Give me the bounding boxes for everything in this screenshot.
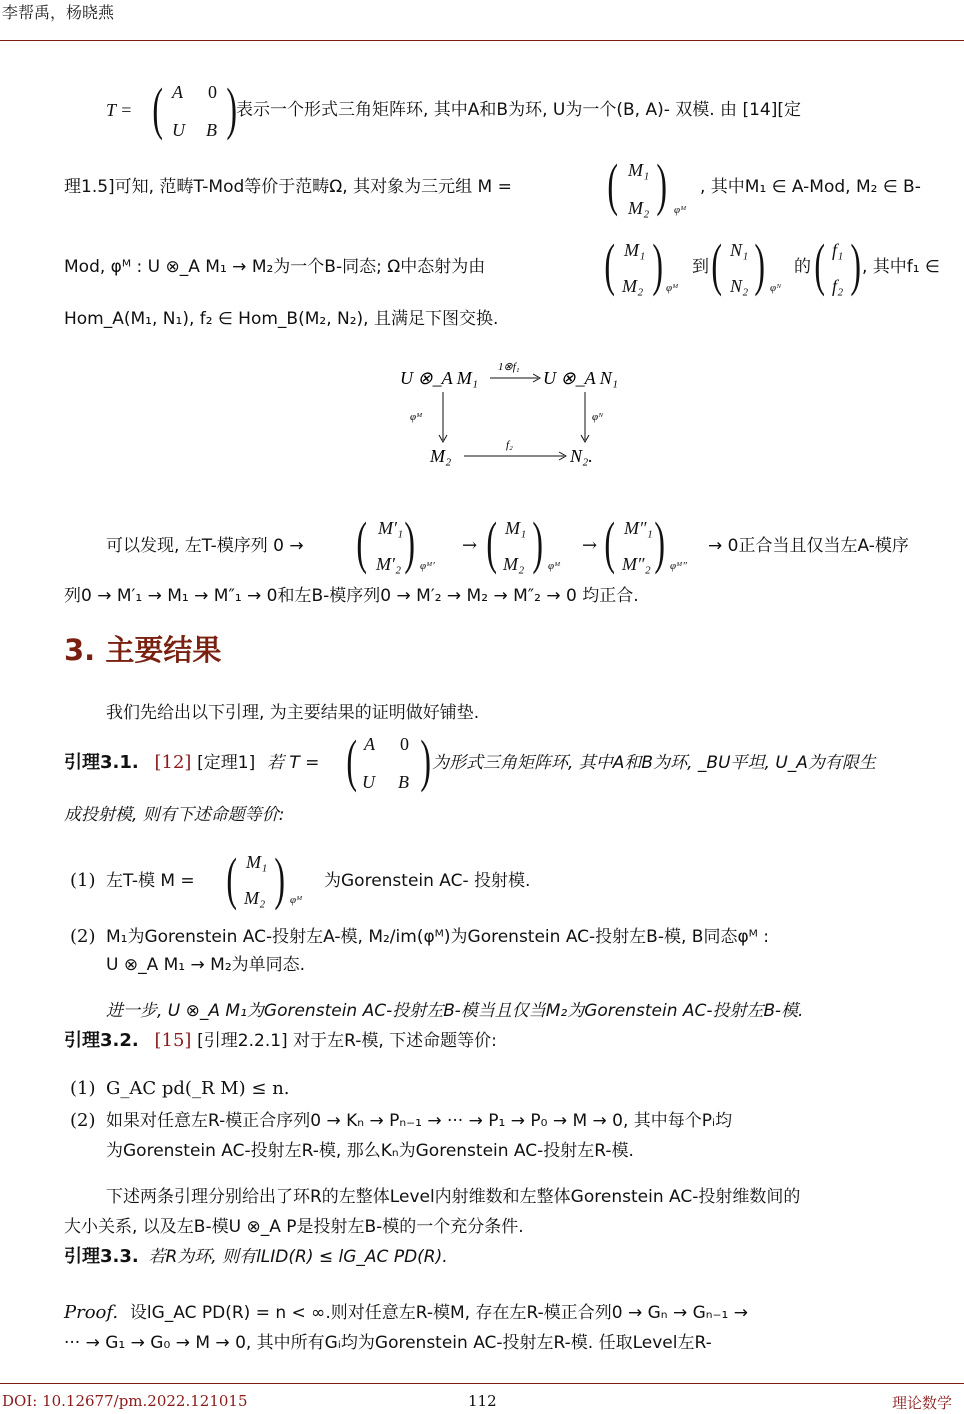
footer-page-number: 112 — [468, 1392, 497, 1410]
p3-text-c: 的 — [794, 257, 811, 277]
diagram-right-label: φᴺ — [592, 411, 604, 423]
commutative-diagram — [380, 356, 660, 476]
p1-lhs: T = — [106, 100, 133, 120]
lemma31-label: 引理3.1. — [64, 752, 139, 773]
lemma32-label: 引理3.2. — [64, 1030, 139, 1051]
p3-text-b: 到 — [692, 257, 709, 277]
diagram-top-left: U ⊗_A M₁ — [400, 368, 479, 388]
lemma31-item2-num: (2) — [70, 926, 96, 947]
lemma33-text: 若R为环, 则有lLID(R) ≤ lG_AC PD(R). — [148, 1247, 448, 1267]
p2-text-b: , 其中M₁ ∈ A-Mod, M₂ ∈ B- — [700, 177, 921, 197]
proof-label: Proof. — [64, 1302, 119, 1323]
lemma32-item1: G_AC pd(_R M) ≤ n. — [106, 1078, 290, 1099]
lemma31-item1-a: 左T-模 M = — [106, 871, 195, 891]
proof-line-1 — [64, 1302, 748, 1324]
p6-text: 列0 → M′₁ → M₁ → M″₁ → 0和左B-模序列0 → M′₂ → M₂ → M″₂ → 0 均正合. — [64, 586, 639, 606]
lemma31-item2-b: U ⊗_A M₁ → M₂为单同态. — [106, 955, 306, 975]
lemma31-cite[interactable]: [12] — [154, 752, 192, 773]
p10-text: 大小关系, 以及左B-模U ⊗_A P是投射左B-模的一个充分条件. — [64, 1217, 524, 1237]
lemma32-item2-a: 如果对任意左R-模正合序列0 → Kₙ → Pₙ₋₁ → ··· → P₁ → P₀ → M → 0, 其中每个Pᵢ均 — [106, 1111, 733, 1131]
lemma31-item2-a: M₁为Gorenstein AC-投射左A-模, M₂/im(φᴹ)为Gorenstein AC-投射左B-模, B同态φᴹ : — [106, 927, 770, 947]
lemma32-head — [64, 1030, 497, 1052]
footer-journal: 理论数学 — [892, 1394, 953, 1412]
diagram-top-arrow-label: 1⊗f₁ — [498, 361, 520, 373]
header-rule — [0, 40, 964, 41]
section-heading — [64, 628, 221, 669]
lemma31-text-a: 若 T = — [266, 753, 320, 773]
section-number: 3. — [64, 633, 96, 667]
lemma33-head — [64, 1246, 448, 1268]
p5-text-d: → 0正合当且仅当左A-模序 — [708, 536, 909, 556]
proof-line-2: ··· → G₁ → G₀ → M → 0, 其中所有Gᵢ均为Gorenstein AC-投射左R-模. 任取Level左R- — [64, 1333, 712, 1353]
p7-text: 我们先给出以下引理, 为主要结果的证明做好铺垫. — [106, 703, 480, 723]
diagram-bottom-right: N₂. — [570, 446, 593, 466]
footer-doi[interactable]: DOI: 10.12677/pm.2022.121015 — [2, 1392, 248, 1410]
lemma32-item1-num: (1) — [70, 1078, 96, 1099]
p1-text: 表示一个形式三角矩阵环, 其中A和B为环, U为一个(B, A)- 双模. 由 [14][定 — [236, 100, 801, 120]
running-header-authors: 李帮禹，杨晓燕 — [2, 3, 115, 22]
p3-text-a: Mod, φᴹ : U ⊗_A M₁ → M₂为一个B-同态; Ω中态射为由 — [64, 257, 486, 277]
lemma32-cite[interactable]: [15] — [154, 1030, 192, 1051]
p5-arrow-1: → — [462, 535, 478, 556]
lemma33-label: 引理3.3. — [64, 1246, 139, 1267]
p2-text-a: 理1.5]可知, 范畴T-Mod等价于范畴Ω, 其对象为三元组 M = — [64, 177, 512, 197]
lemma31-text-c: 成投射模, 则有下述命题等价: — [64, 805, 285, 825]
p3-text-d: , 其中f₁ ∈ — [862, 257, 940, 277]
diagram-top-right: U ⊗_A N₁ — [543, 368, 619, 388]
lemma31-cite-text: [定理1] — [197, 753, 256, 773]
diagram-bottom-left: M₂ — [430, 446, 452, 466]
p9-text: 下述两条引理分别给出了环R的左整体Level内射维数和左整体Gorenstein AC-投射维数间的 — [106, 1187, 801, 1207]
lemma32-item2-b: 为Gorenstein AC-投射左R-模, 那么Kₙ为Gorenstein AC-投射左R-模. — [106, 1141, 634, 1161]
p8-text: 进一步, U ⊗_A M₁为Gorenstein AC-投射左B-模当且仅当M₂为Gorenstein AC-投射左B-模. — [106, 1001, 804, 1021]
lemma31-text-b: 为形式三角矩阵环, 其中A和B为环, _BU平坦, U_A为有限生 — [432, 753, 876, 773]
lemma31-item1-b: 为Gorenstein AC- 投射模. — [324, 871, 531, 891]
p5-text-a: 可以发现, 左T-模序列 0 → — [106, 536, 304, 556]
diagram-bottom-arrow-label: f₂ — [506, 439, 513, 451]
section-title: 主要结果 — [105, 633, 222, 667]
lemma32-cite-text: [引理2.2.1] 对于左R-模, 下述命题等价: — [197, 1031, 497, 1051]
diagram-left-label: φᴹ — [410, 411, 423, 423]
lemma31-item1-num: (1) — [70, 870, 96, 891]
p4-text: Hom_A(M₁, N₁), f₂ ∈ Hom_B(M₂, N₂), 且满足下图交换. — [64, 309, 499, 329]
p5-arrow-2: → — [582, 535, 598, 556]
proof-line1-text: 设lG_AC PD(R) = n < ∞.则对任意左R-模M, 存在左R-模正合列0 → Gₙ → Gₙ₋₁ → — [129, 1303, 748, 1323]
footer-rule — [0, 1383, 964, 1384]
lemma31-head — [64, 752, 319, 774]
lemma32-item2-num: (2) — [70, 1110, 96, 1131]
